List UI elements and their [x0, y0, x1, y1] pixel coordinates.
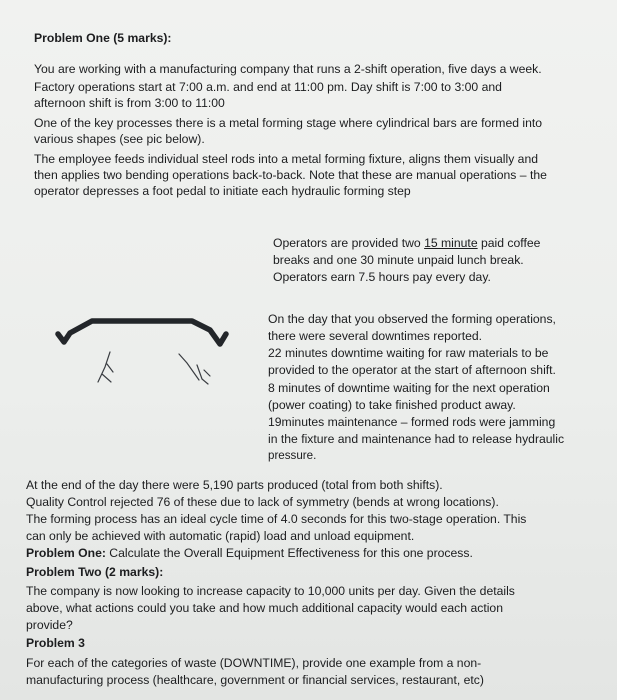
operators-text: Operators are provided two — [273, 236, 425, 250]
downtime-line: there were several downtimes reported. — [268, 329, 483, 343]
problem-three-heading: Problem 3 — [26, 636, 85, 650]
problem-one-heading: Problem One (5 marks): — [34, 31, 172, 45]
downtime-line: 8 minutes of downtime waiting for the next operation — [268, 381, 550, 395]
problem-two-line: The company is now looking to increase capacity to 10,000 units per day. Given the details — [26, 584, 515, 598]
problem-one-text: Calculate the Overall Equipment Effectiveness for this one process. — [105, 546, 473, 560]
problem-two-line: provide? — [26, 618, 73, 632]
intro-line: The employee feeds individual steel rods into a metal forming fixture, aligns them visually and — [34, 152, 539, 166]
problem-one-task — [26, 546, 473, 561]
problem-three-line: For each of the categories of waste (DOWNTIME), provide one example from a non- — [26, 656, 482, 670]
downtime-line: provided to the operator at the start of afternoon shift. — [268, 363, 556, 377]
operators-line: Operators earn 7.5 hours pay every day. — [273, 270, 491, 284]
problem-one-label: Problem One: — [26, 546, 106, 560]
intro-line: then applies two bending operations back-to-back. Note that these are manual operations – the — [34, 168, 547, 182]
underlined-15-minute: 15 minute — [424, 236, 478, 250]
downtime-line: pressure. — [268, 449, 317, 462]
intro-line: Factory operations start at 7:00 a.m. and end at 11:00 pm. Day shift is 7:00 to 3:00 and — [34, 80, 502, 94]
downtime-line: 22 minutes downtime waiting for raw materials to be — [268, 346, 549, 360]
downtime-line: On the day that you observed the forming operations, — [268, 312, 556, 326]
downtime-line: (power coating) to take finished product away. — [268, 398, 516, 412]
intro-line: One of the key processes there is a metal forming stage where cylindrical bars are formed into — [34, 116, 543, 130]
downtime-line: in the fixture and maintenance had to release hydraulic — [268, 432, 565, 446]
intro-line: operator depresses a foot pedal to initiate each hydraulic forming step — [34, 184, 411, 198]
production-line: can only be achieved with automatic (rapid) load and unload equipment. — [26, 529, 415, 543]
operators-line — [273, 236, 540, 251]
intro-line: various shapes (see pic below). — [34, 132, 205, 146]
bent-rod-illustration — [50, 300, 230, 390]
operators-line: breaks and one 30 minute unpaid lunch break. — [273, 253, 524, 267]
production-line: The forming process has an ideal cycle time of 4.0 seconds for this two-stage operation. This — [26, 512, 527, 526]
problem-three-line: manufacturing process (healthcare, government or financial services, restaurant, etc) — [26, 673, 484, 687]
production-line: At the end of the day there were 5,190 parts produced (total from both shifts). — [26, 478, 443, 492]
production-line: Quality Control rejected 76 of these due to lack of symmetry (bends at wrong locations). — [26, 495, 499, 509]
operators-text: paid coffee — [477, 236, 541, 250]
problem-two-line: above, what actions could you take and how much additional capacity would each action — [26, 601, 503, 615]
downtime-line: 19minutes maintenance – formed rods were jamming — [268, 415, 556, 429]
intro-line: You are working with a manufacturing company that runs a 2-shift operation, five days a week. — [34, 62, 542, 76]
problem-two-heading: Problem Two (2 marks): — [26, 565, 164, 579]
intro-line: afternoon shift is from 3:00 to 11:00 — [34, 96, 225, 110]
